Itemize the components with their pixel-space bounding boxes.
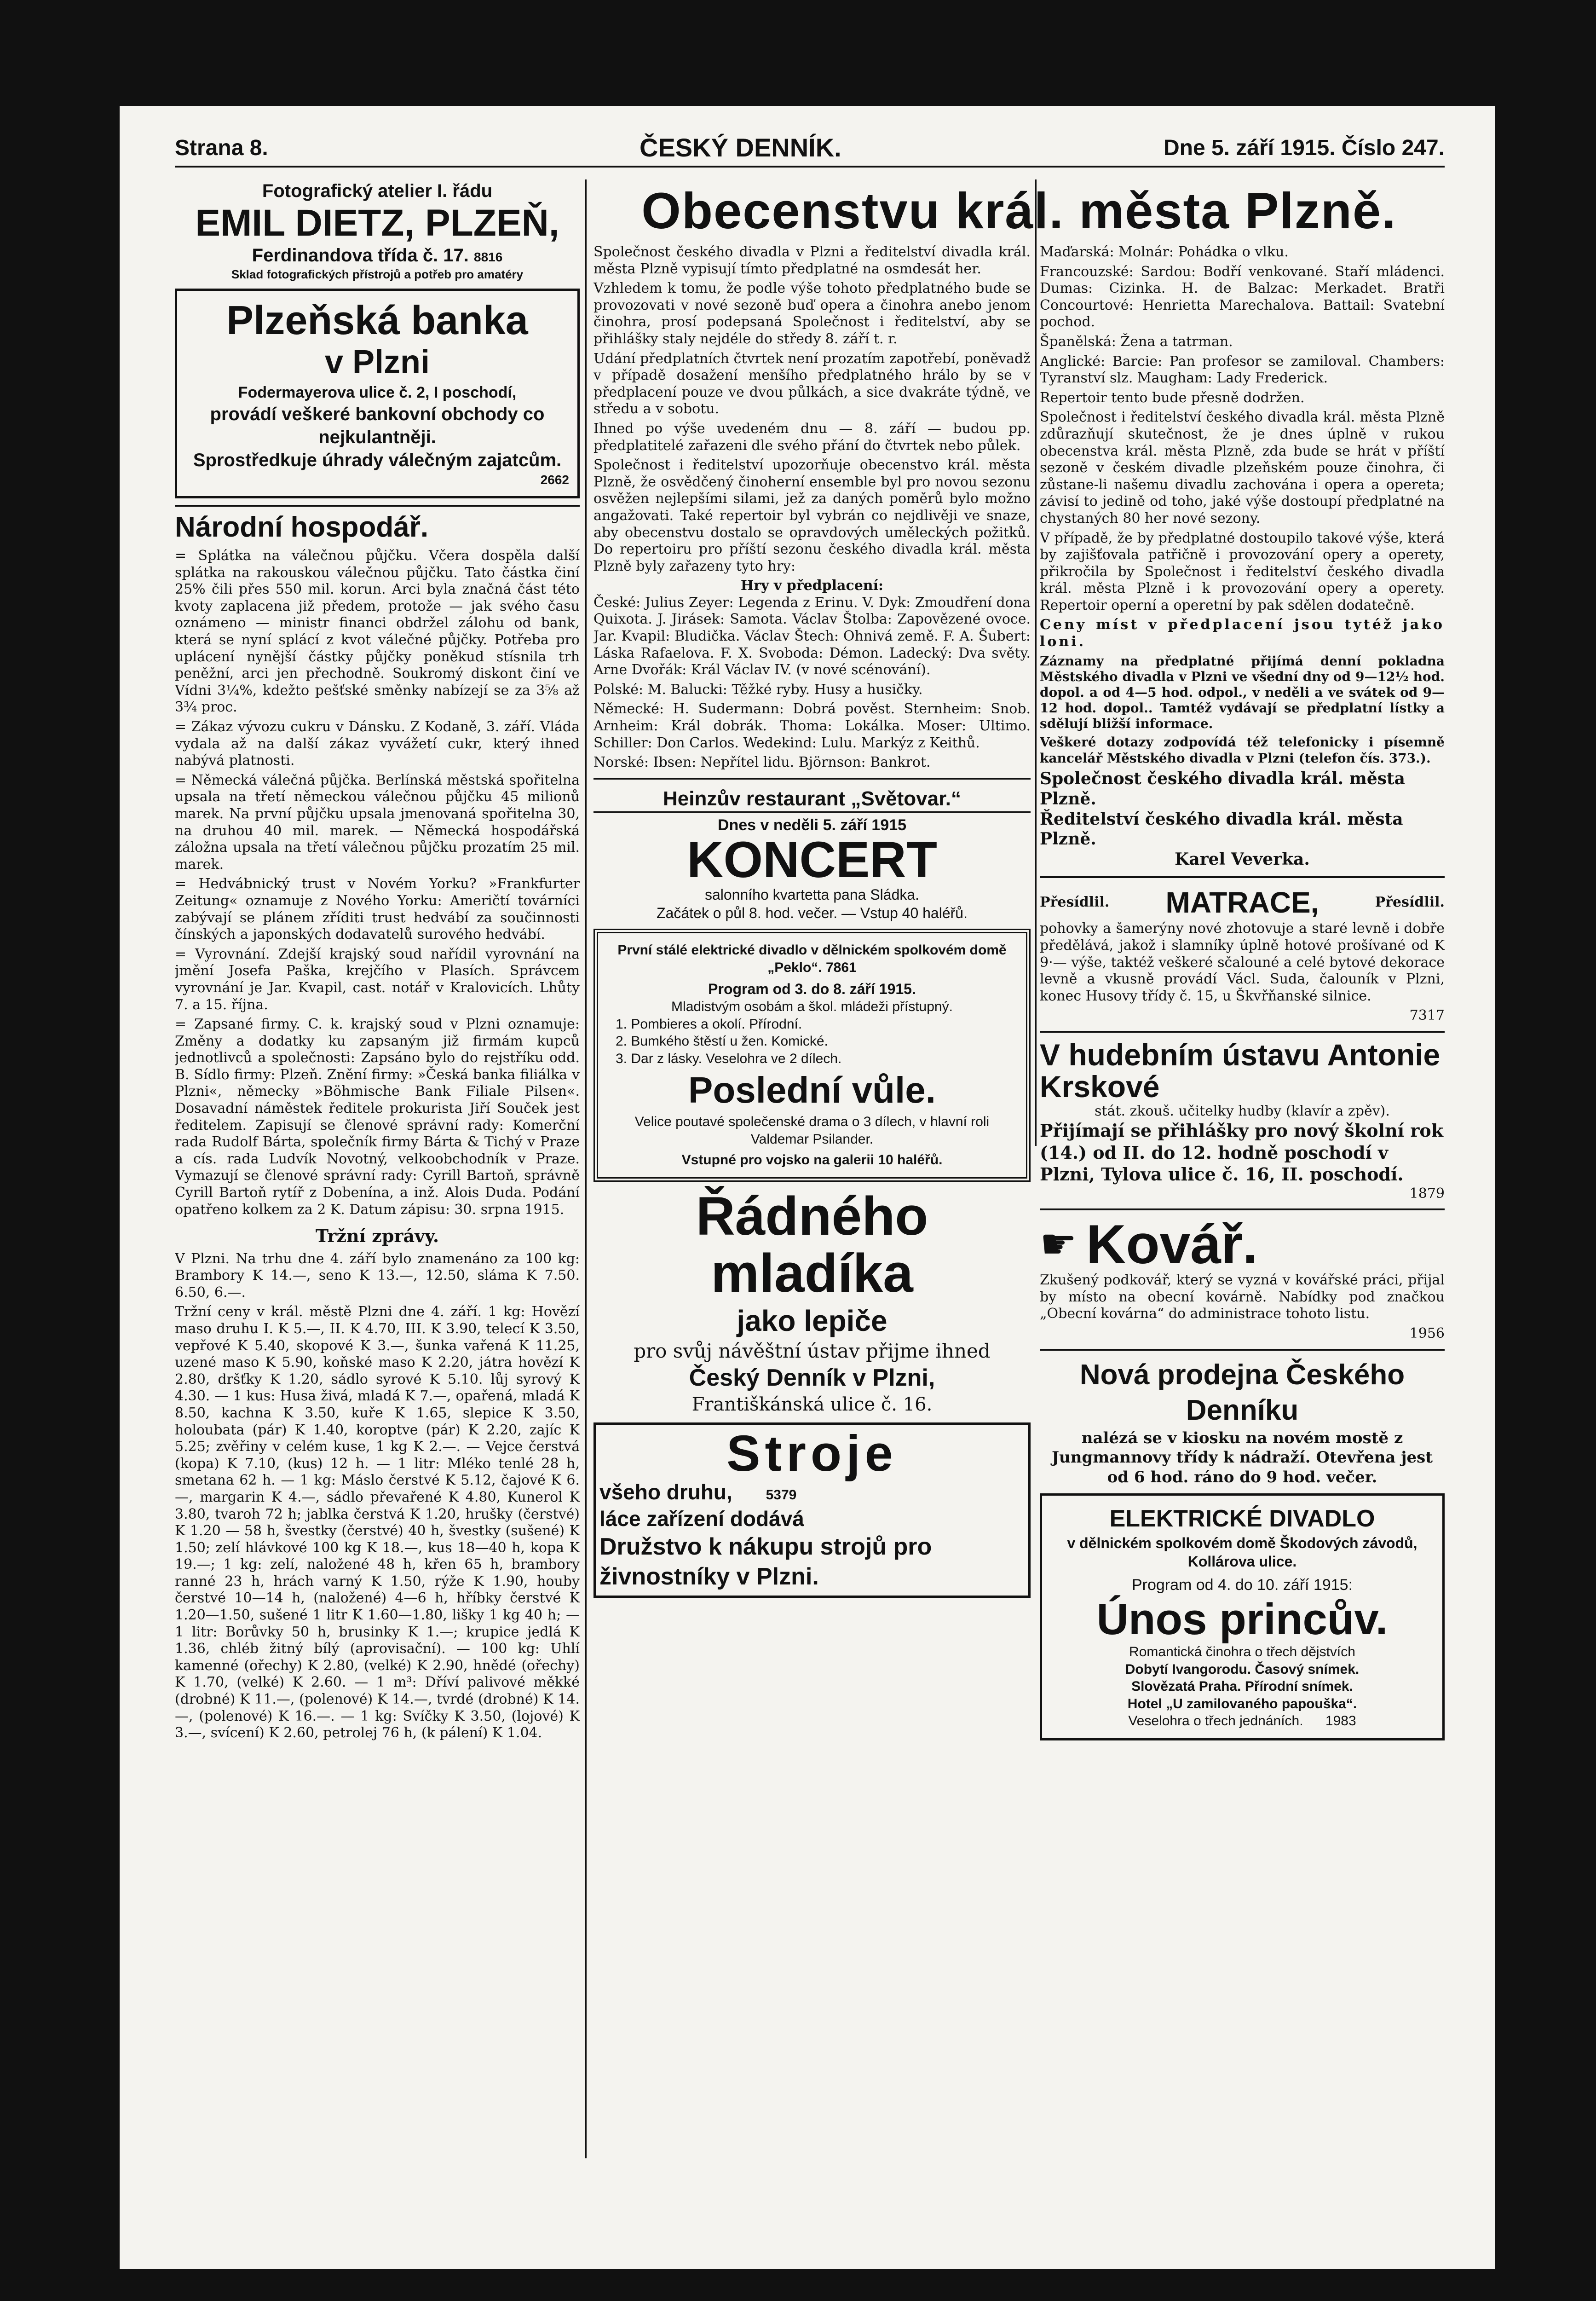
heinz-line-2: Začátek o půl 8. hod. večer. — Vstup 40 haléřů. <box>657 905 968 922</box>
electric-item: Romantická činohra o třech dějstvích <box>1129 1644 1355 1660</box>
article-paragraph: Společnost českého divadla v Plzni a ředitelství divadla král. města Plzně vypisují tímto předplatné na osmdesát her. <box>593 244 1031 277</box>
article-paragraph: Společnost i ředitelství upozorňuje obecenstvo král. města Plzně, že osvědčený činoherní ensemble byl pro novou sezonu osvěžen nejlepšími silami, jež za daných poměrů bylo možno angažovati. Také repertoir byl vybrán co nejdlivěji ve snaze, aby obecenstvu dostalo se opravdových uměleckých požitků. Do repertoiru pro příští sezonu českého divadla král. města Plzně byly zařazeny tyto hry: <box>593 457 1031 574</box>
electric-item: Hotel „U zamilovaného papouška“. <box>1127 1696 1357 1711</box>
column-rule-1 <box>585 179 587 2158</box>
job-line-3: Františkánská ulice č. 16. <box>691 1394 933 1416</box>
article-paragraph: = Německá válečná půjčka. Berlínská městská spořitelna upsala na třetí německou válečnou půjčku 45 milionů marek. Na první půjčku upsala jmenovaná spořitelna 30, na druhou 40 mil. marek. — Německá hospodářská záložna upsala na třetí válečnou půjčku prozatím 25 mil. marek. <box>175 772 580 873</box>
article-paragraph: Společnost i ředitelství českého divadla král. města Plzně zdůrazňují skutečnost, že je dnes úplně v rukou obecenstva král. města Plzně, zda bude se hrát v příští sezoně v českém divadle plzeňském pouze činohra, či zůstane-li našemu divadlu zachována i opera a opereta; závisí to jedině od toho, jaké výše dostoupí předplatné na chystaných 80 her nové sezony. <box>1040 409 1445 526</box>
machines-line-2: láce zařízení dodává <box>599 1506 804 1531</box>
section-heading: Národní hospodář. <box>175 505 580 545</box>
kino-feature: Poslední vůle. <box>688 1070 936 1111</box>
market-title: Tržní zprávy. <box>315 1226 439 1247</box>
article-paragraph: V Plzni. Na trhu dne 4. září bylo znamenáno za 100 kg: Brambory K 14.—, seno K 13.—, 12.50, sláma K 7.50. 6.50, 6.—. <box>175 1250 580 1301</box>
music-ad <box>1040 1039 1445 1202</box>
electric-item: Dobytí Ivangorodu. Časový snímek. <box>1125 1661 1360 1677</box>
article-paragraph: Španělská: Žena a tatrman. <box>1040 333 1233 350</box>
foto-code: 8816 <box>474 250 503 265</box>
music-line-2: Přijímají se přihlášky pro nový školní rok (14.) od II. do 12. hodně poschodí v Plzni, Tylova ulice č. 16, II. poschodí. <box>1040 1120 1444 1185</box>
machines-line-1: všeho druhu, <box>599 1480 732 1504</box>
job-ad <box>593 1185 1031 1416</box>
electric-subtitle: v dělnickém spolkovém domě Škodových závodů, Kollárova ulice. <box>1067 1535 1417 1570</box>
newspaper-page <box>120 106 1495 2269</box>
foto-street: Ferdinandova třída č. 17. <box>252 245 469 266</box>
job-subtitle: jako lepiče <box>737 1304 887 1337</box>
machines-ad <box>593 1422 1031 1598</box>
foto-note: Sklad fotografických přístrojů a potřeb pro amatéry <box>231 267 524 282</box>
article-paragraph: Ceny míst v předplacení jsou tytéž jako loni. <box>1040 617 1445 650</box>
machines-title: Stroje <box>726 1425 898 1482</box>
machines-line-3: Družstvo k nákupu strojů pro živnostníky v Plzni. <box>599 1533 932 1590</box>
bank-name: Plzeňská banka <box>226 297 528 343</box>
article-paragraph: Tržní ceny v král. městě Plzni dne 4. září. 1 kg: Hovězí maso druhu I. K 5.—, II. K 4.70, III. K 3.90, telecí K 3.50, vepřové K 5.40, skopové K 3.—, šunka vařená K 11.25, uzené maso K 5.90, koňské maso K 2.20, játra hovězí K 2.80, dršťky K 1.20, sádlo syrové K 5.10. lůj syrový K 4.30. — 1 kus: Husa živá, mladá K 7.—, opařená, mladá K 8.50, kachna K 3.50, kuře K 1.65, slepice K 3.50, holoubata (pár) K 1.40, koroptve (pár) K 2.20, zajíc K 5.25; zvěřiny v celém kuse, 1 kg K 2.—. — Vejce čerstvá (kopa) K 7.10, (kus) 12 h. — 1 litr: Mléko tenlé 28 h, smetana 62 h. — 1 kg: Máslo čerstvé K 5.12, čajové K 6.—, margarin K 4.—, sádlo převařené K 4.80, Kunerol K 3.80, tvaroh 72 h; jablka čerstvá K 1.20, hrušky (čerstvé) K 1.20 — 58 h, švestky (čerstvé) 40 h, švestky (sušené) K 1.50; zelí hlávkové 100 kg K 18.—, kus 18—40 h, kopa K 19.—; 1 kg: zelí, naložené 48 h, křen 65 h, brambory ranné 23 h, hrách varný K 1.50, rýže K 1.90, houby čerstvé 10—14 h, (naložené) 4—6 h, hříbky čerstvé K 1.20—1.50, sušené 1 litr K 1.60—1.80, lišky 1 kg 40 h; — 1 litr: Borůvky 50 h, brusinky K 1.—; krupice jedlá K 1.36, chléb žitný bílý (aprovisační). — 100 kg: Uhlí kamenné (ořechy) K 2.80, (velké) K 2.90, hnědé (ořechy) K 1.70, (velké) K 2.60. — 1 m³: Dříví palivové měkké (drobné) K 11.—, (polenové) K 14.—, tvrdé (drobné) K 14.—, (polenové) K 16.—. — 1 kg: Svíčky K 3.50, (lojové) K 3.—, svícení) K 2.60, petrolej 76 h, (k pálení) K 1.04. <box>175 1304 580 1741</box>
theatre-announcement <box>593 179 1445 249</box>
electric-title: ELEKTRICKÉ DIVADLO <box>1109 1505 1375 1532</box>
column-2 <box>593 244 1031 1604</box>
article-paragraph: = Splátka na válečnou půjčku. Včera dospěla další splátka na rakouskou válečnou půjčku. Tato částka činí 25% čili přes 550 mil. korun. Arci byla značná část této kvoty zaplacena již předem, protože — jak svého času oznámeno — ministr financi obdržel zálohu od bank, která se nyní splácí z kvot válečné půjčky. Potřeba pro uplácení nynější částky půjčky poněkud stísnila trh peněžní, arci jen přechodně. Soukromý diskont činí ve Vídni 3¼%, kdežto pešťské směnky nabízejí se za 3⅝ až 3¾ proc. <box>175 548 580 716</box>
bank-code: 2662 <box>540 472 569 487</box>
article-paragraph: Maďarská: Molnár: Pohádka o vlku. <box>1040 244 1289 260</box>
kino-admission: Vstupné pro vojsko na galerii 10 haléřů. <box>681 1152 943 1168</box>
masthead: ČESKÝ DENNÍK. <box>640 133 841 162</box>
kino-program: Program od 3. do 8. září 1915. <box>708 981 916 998</box>
kino-item: 3. Dar z lásky. Veselohra ve 2 dílech. <box>616 1051 842 1066</box>
column-rule-2 <box>1035 179 1037 1146</box>
matrace-code: 7317 <box>1409 1007 1445 1024</box>
kino-ad <box>593 929 1031 1182</box>
article-paragraph: Ihned po výše uvedeném dnu — 8. září — budou pp. předplatitelé zařazeni dle svého přání do čtvrtek nebo půlek. <box>593 420 1031 454</box>
kino-item: 1. Pombieres a okolí. Přírodní. <box>616 1016 802 1032</box>
article-paragraph: Záznamy na předplatné přijímá denní pokladna Městského divadla v Plzni ve všední dny od 9—12½ hod. dopol. a od 4—5 hod. odpol., v neděli a ve svátek od 9—12 hod. dopol.. Tamtéž vydávají se předplatní lístky a sdělují bližší informace. <box>1040 653 1445 732</box>
plays-heading: Hry v předplacení: <box>740 578 884 594</box>
electric-program: Program od 4. do 10. září 1915: <box>1131 1576 1353 1594</box>
page-number: Strana 8. <box>175 136 268 160</box>
article-paragraph: Francouzské: Sardou: Bodří venkované. Staří mládenci. Dumas: Cizinka. H. de Balzac: Merkadet. Bratři Concourtové: Henrietta Marechalova. Battail: Svatební pochod. <box>1040 263 1445 330</box>
issue-date: Dne 5. září 1915. Číslo 247. <box>1164 136 1445 160</box>
article-paragraph: = Zákaz vývozu cukru v Dánsku. Z Kodaně, 3. září. Vláda vydala až na další zákaz vyvážetí cukr, který ihned nabývá platnosti. <box>175 719 580 769</box>
bank-city: v Plzni <box>324 344 430 381</box>
article-paragraph: Udání předplatních čtvrtek není prozatím zapotřebí, poněvadž v případě dosažení menšího předplatného hrálo by se v předplacení pouze ve dvou půlkách, a sice dvakráte týdně, ve středu a v sobotu. <box>593 350 1031 417</box>
music-code: 1879 <box>1409 1185 1445 1202</box>
electric-code: 1983 <box>1325 1713 1356 1729</box>
kiosk-title: Nová prodejna Českého Denníku <box>1079 1359 1405 1427</box>
heinz-ad <box>593 786 1031 923</box>
foto-ad <box>175 179 580 282</box>
bank-address: Fodermayerova ulice č. 2, I poschodí, <box>238 384 517 402</box>
foto-name: EMIL DIETZ, PLZEŇ, <box>195 202 559 244</box>
smith-title: Kovář. <box>1086 1214 1258 1276</box>
electric-item: Slovězatá Praha. Přírodní snímek. <box>1131 1679 1353 1694</box>
column-1 <box>175 179 580 1745</box>
heinz-title: Heinzův restaurant „Světovar.“ <box>593 786 1031 813</box>
kino-code: 7861 <box>825 960 857 975</box>
smith-ad <box>1040 1214 1445 1342</box>
job-line-1: pro svůj návěštní ústav přijme ihned <box>634 1339 991 1362</box>
page-header <box>175 133 1445 168</box>
kino-title: První stálé elektrické divadlo v dělnickém spolkovém domě „Peklo“. <box>617 942 1007 975</box>
kiosk-ad <box>1040 1357 1445 1487</box>
pointing-hand-icon: ☛ <box>1040 1220 1077 1268</box>
signature-2: Ředitelství českého divadla král. města Plzně. <box>1040 809 1403 849</box>
article-paragraph: Anglické: Barcie: Pan profesor se zamiloval. Chambers: Tyranství slz. Maugham: Lady Frederick. <box>1040 353 1445 387</box>
music-title: V hudebním ústavu Antonie Krskové <box>1040 1037 1440 1104</box>
matrace-ad <box>1040 885 1445 1024</box>
announcement-title: Obecenstvu král. města Plzně. <box>641 183 1397 239</box>
article-paragraph: = Hedvábnický trust v Novém Yorku? »Frankfurter Zeitung« oznamuje z Nového Yorku: Američtí továrníci zabývají se plánem zříditi trust hedvábí za součinnosti čínských a japonských dodavatelů surového hedvábí. <box>175 876 580 943</box>
koncert: KONCERT <box>687 832 937 889</box>
kino-item: 2. Bumkého štěstí u žen. Komické. <box>616 1034 828 1049</box>
article-paragraph: Polské: M. Balucki: Těžké ryby. Husy a husičky. <box>593 681 923 698</box>
electric-theatre-ad <box>1040 1493 1445 1740</box>
matrace-text: pohovky a šamerýny nové zhotovuje a staré levně i dobře předělává, jakož i slamníky úplně hotové prošívané od K 9·— výše, taktéž veškeré sčalouné a celé bytové dekorace levně a vkusně provádí Václ. Suda, čalouník v Plzni, konec Husovy třídy č. 15, u Škvřňanské silnice. <box>1040 920 1445 1004</box>
matrace-side-left: Přesídlil. <box>1040 894 1110 911</box>
smith-text: Zkušený podkovář, který se vyzná v kovářské práci, přijal by místo na obecní kovárně. Nabídky pod značkou „Obecní kovárna“ do administrace tohoto listu. <box>1040 1272 1445 1322</box>
kino-description: Velice poutavé společenské drama o 3 dílech, v hlavní roli Valdemar Psilander. <box>634 1114 990 1147</box>
article-paragraph: = Zapsané firmy. C. k. krajský soud v Plzni oznamuje: Změny a dodatky ku zapsaným již firmám kupců jednotlivců a společnosti: Zapsáno bylo do rejstříku odd. B. Sídlo firmy: Plzeň. Znění firmy: »Česká banka filiálka v Plzni«, německy »Böhmische Bank Filiale Pilsen«. Dosavadní náměstek ředitele prokurista Jiří Souček jest ředitelem. Zapisují se členové správní rady: Komerční rada Rudolf Bárta, společník firmy Bárta & Tichý v Praze a cís. rada Ludvík Novotný, velkoobchodník v Praze. Vymazují se členové správní rady: Cyrill Bartoň, správně Cyrill Bartoň rytíř z Dobenína, a inž. Alois Duda. Podání opatřeno kolkem za 2 K. Datum zápisu: 30. srpna 1915. <box>175 1016 580 1218</box>
article-paragraph: Repertoir tento bude přesně dodržen. <box>1040 389 1305 406</box>
signature-3: Karel Veverka. <box>1175 850 1310 869</box>
job-title: Řádného mladíka <box>696 1185 928 1304</box>
electric-feature: Únos princův. <box>1096 1594 1388 1644</box>
matrace-side-right: Přesídlil. <box>1375 894 1445 911</box>
article-paragraph: Veškeré dotazy zodpovídá též telefonicky i písemně kancelář Městského divadla v Plzni (telefon čís. 373.). <box>1040 734 1445 766</box>
bank-ad <box>175 289 580 498</box>
article-paragraph: = Vyrovnání. Zdejší krajský soud nařídil vyrovnání na jmění Josefa Paška, krejčího v Plasích. Správcem vyrovnání je Jar. Kvapil, cast. notář v Kralovicích. Lhůty 7. a 15. října. <box>175 946 580 1013</box>
article-paragraph: České: Julius Zeyer: Legenda z Erinu. V. Dyk: Zmoudření dona Quixota. J. Jirásek: Samota. Václav Štolba: Zapovězené ovoce. Jar. Kvapil: Bludička. Václav Štech: Ohnivá země. F. A. Šubert: Láska Rafaelova. F. X. Svoboda: Démon. Ladecký: Dva světy. Arne Dvořák: Král Václav IV. (v nové scénování). <box>593 594 1031 678</box>
music-line-1: stát. zkouš. učitelky hudby (klavír a zpěv). <box>1095 1103 1390 1119</box>
article-paragraph: Norské: Ibsen: Nepřítel lidu. Björnson: Bankrot. <box>593 754 931 771</box>
electric-item: Veselohra o třech jednáních. <box>1128 1713 1303 1729</box>
heinz-date: Dnes v neděli 5. září 1915 <box>717 816 907 834</box>
column-3 <box>1040 244 1445 1747</box>
kino-note: Mladistvým osobám a škol. mládeži přístupný. <box>671 999 953 1015</box>
smith-code: 1956 <box>1409 1325 1445 1341</box>
article-paragraph: Vzhledem k tomu, že podle výše tohoto předplatného bude se provozovati v nové sezoně buď opera a činohra anebo jenom činohra, prosí podepsaná Společnost i ředitelství, aby se přihlášky staly nejdéle do středy 8. září t. r. <box>593 280 1031 347</box>
bank-line-2: Sprostředkuje úhrady válečným zajatcům. <box>193 450 562 470</box>
kiosk-text: nalézá se v kiosku na novém mostě z Jungmannovy třídy k nádraží. Otevřena jest od 6 hod. ráno do 9 hod. večer. <box>1051 1428 1433 1486</box>
matrace-title: MATRACE, <box>1165 886 1319 919</box>
signature-1: Společnost českého divadla král. města Plzně. <box>1040 769 1405 809</box>
article-paragraph: Německé: H. Sudermann: Dobrá pověst. Sternheim: Snob. Arnheim: Král dobrák. Thoma: Lokálka. Moser: Ultimo. Schiller: Don Carlos. Wedekind: Lulu. Markýz z Keithů. <box>593 701 1031 751</box>
machines-code: 5379 <box>766 1487 797 1503</box>
bank-line-1: provádí veškeré bankovní obchody co nejkulantněji. <box>210 404 545 447</box>
article-paragraph: V případě, že by předplatné dostoupilo takové výše, která by zajišťovala patřičně i provozování opery a operety, přikročila by Společnost i ředitelství českého divadla král. města Plzně i k provozování opery a operety. Repertoir operní a operetní by pak sdělen dodatečně. <box>1040 530 1445 613</box>
heinz-line-1: salonního kvartetta pana Sládka. <box>704 886 920 903</box>
job-line-2: Český Denník v Plzni, <box>689 1364 935 1392</box>
foto-top: Fotografický atelier I. řádu <box>262 181 493 201</box>
